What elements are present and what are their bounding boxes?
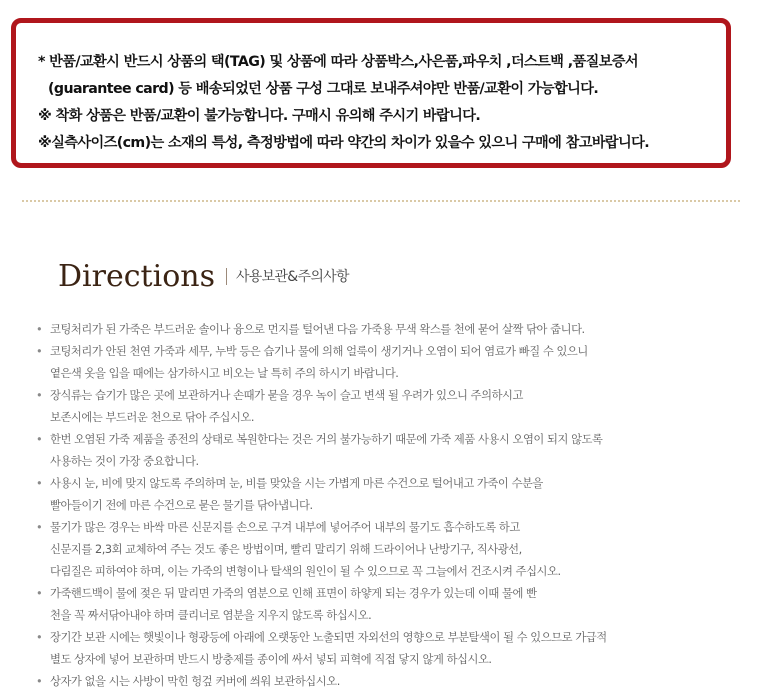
directions-list xyxy=(36,319,607,693)
bullet-icon: • xyxy=(36,631,43,644)
direction-item xyxy=(36,583,607,627)
dotted-divider xyxy=(22,200,740,202)
direction-text: 한번 오염된 가죽 제품을 종전의 상태로 복원한다는 것은 거의 불가능하기 때문에 가죽 제품 사용시 오염이 되지 않도록 xyxy=(50,433,603,446)
direction-text: 장기간 보관 시에는 햇빛이나 형광등에 아래에 오랫동안 노출되면 자외선의 영향으로 부분탈색이 될 수 있으므로 가급적 xyxy=(50,631,607,644)
direction-item xyxy=(36,627,607,671)
direction-text: 옅은색 옷을 입을 때에는 삼가하시고 비오는 날 특히 주의 하시기 바랍니다. xyxy=(50,367,399,380)
direction-text: 보존시에는 부드러운 천으로 닦아 주십시오. xyxy=(50,411,255,424)
directions-heading xyxy=(58,255,349,297)
bullet-icon: • xyxy=(36,587,43,600)
notice-line: (guarantee card) 등 배송되었던 상품 구성 그대로 보내주셔야만 반품/교환이 가능합니다. xyxy=(48,81,599,97)
bullet-icon: • xyxy=(36,323,43,336)
direction-item xyxy=(36,671,607,693)
direction-item xyxy=(36,429,607,473)
direction-text: 상자가 없을 시는 사방이 막힌 헝겊 커버에 씌워 보관하십시오. xyxy=(50,675,340,688)
direction-text: 코팅처리가 안된 천연 가죽과 세무, 누박 등은 습기나 물에 의해 얼룩이 생기거나 오염이 되어 염료가 빠질 수 있으니 xyxy=(50,345,588,358)
direction-item xyxy=(36,341,607,385)
direction-item xyxy=(36,517,607,583)
bullet-icon: • xyxy=(36,433,43,446)
direction-item xyxy=(36,319,607,341)
bullet-icon: • xyxy=(36,477,43,490)
notice-line: ※실측사이즈(cm)는 소재의 특성, 측정방법에 따라 약간의 차이가 있을수 있으니 구매에 참고바랍니다. xyxy=(38,135,650,151)
bullet-icon: • xyxy=(36,345,43,358)
bullet-icon: • xyxy=(36,521,43,534)
bullet-icon: • xyxy=(36,675,43,688)
notice-line: * 반품/교환시 반드시 상품의 택(TAG) 및 상품에 따라 상품박스,사은품,파우치 ,더스트백 ,품질보증서 xyxy=(38,54,639,70)
direction-item xyxy=(36,473,607,517)
direction-text: 사용시 눈, 비에 맞지 않도록 주의하며 눈, 비를 맞았을 시는 가볍게 마른 수건으로 털어내고 가죽이 수분을 xyxy=(50,477,543,490)
direction-text: 물기가 많은 경우는 바싹 마른 신문지를 손으로 구겨 내부에 넣어주어 내부의 물기도 흡수하도록 하고 xyxy=(50,521,520,534)
direction-item xyxy=(36,385,607,429)
bullet-icon: • xyxy=(36,389,43,402)
direction-text: 천을 꼭 짜서닦아내야 하며 클리너로 염분을 지우지 않도록 하십시오. xyxy=(50,609,372,622)
heading-divider xyxy=(226,268,227,285)
direction-text: 신문지를 2,3회 교체하여 주는 것도 좋은 방법이며, 빨리 말리기 위해 드라이어나 난방기구, 직사광선, xyxy=(50,543,522,556)
direction-text: 다림질은 피하여야 하며, 이는 가죽의 변형이나 탈색의 원인이 될 수 있으므로 꼭 그늘에서 건조시켜 주십시오. xyxy=(50,565,561,578)
direction-text: 가죽핸드백이 물에 젖은 뒤 말리면 가죽의 염분으로 인해 표면이 하얗게 되는 경우가 있는데 이때 물에 빤 xyxy=(50,587,537,600)
direction-text: 빨아들이기 전에 마른 수건으로 묻은 물기를 닦아냅니다. xyxy=(50,499,313,512)
direction-text: 사용하는 것이 가장 중요합니다. xyxy=(50,455,199,468)
direction-text: 코팅처리가 된 가죽은 부드러운 솔이나 융으로 먼지를 털어낸 다음 가죽용 무색 왁스를 천에 묻어 살짝 닦아 줍니다. xyxy=(50,323,585,336)
directions-title: Directions xyxy=(58,258,215,294)
direction-text: 장식류는 습기가 많은 곳에 보관하거나 손때가 묻을 경우 녹이 슬고 변색 될 우려가 있으니 주의하시고 xyxy=(50,389,523,402)
return-exchange-notice xyxy=(11,18,731,168)
notice-line: ※ 착화 상품은 반품/교환이 불가능합니다. 구매시 유의해 주시기 바랍니다. xyxy=(38,108,481,124)
direction-text: 별도 상자에 넣어 보관하며 반드시 방충제를 종이에 싸서 넣되 피혁에 직접 닿지 않게 하십시오. xyxy=(50,653,492,666)
directions-subtitle: 사용보관&주의사항 xyxy=(235,269,349,285)
